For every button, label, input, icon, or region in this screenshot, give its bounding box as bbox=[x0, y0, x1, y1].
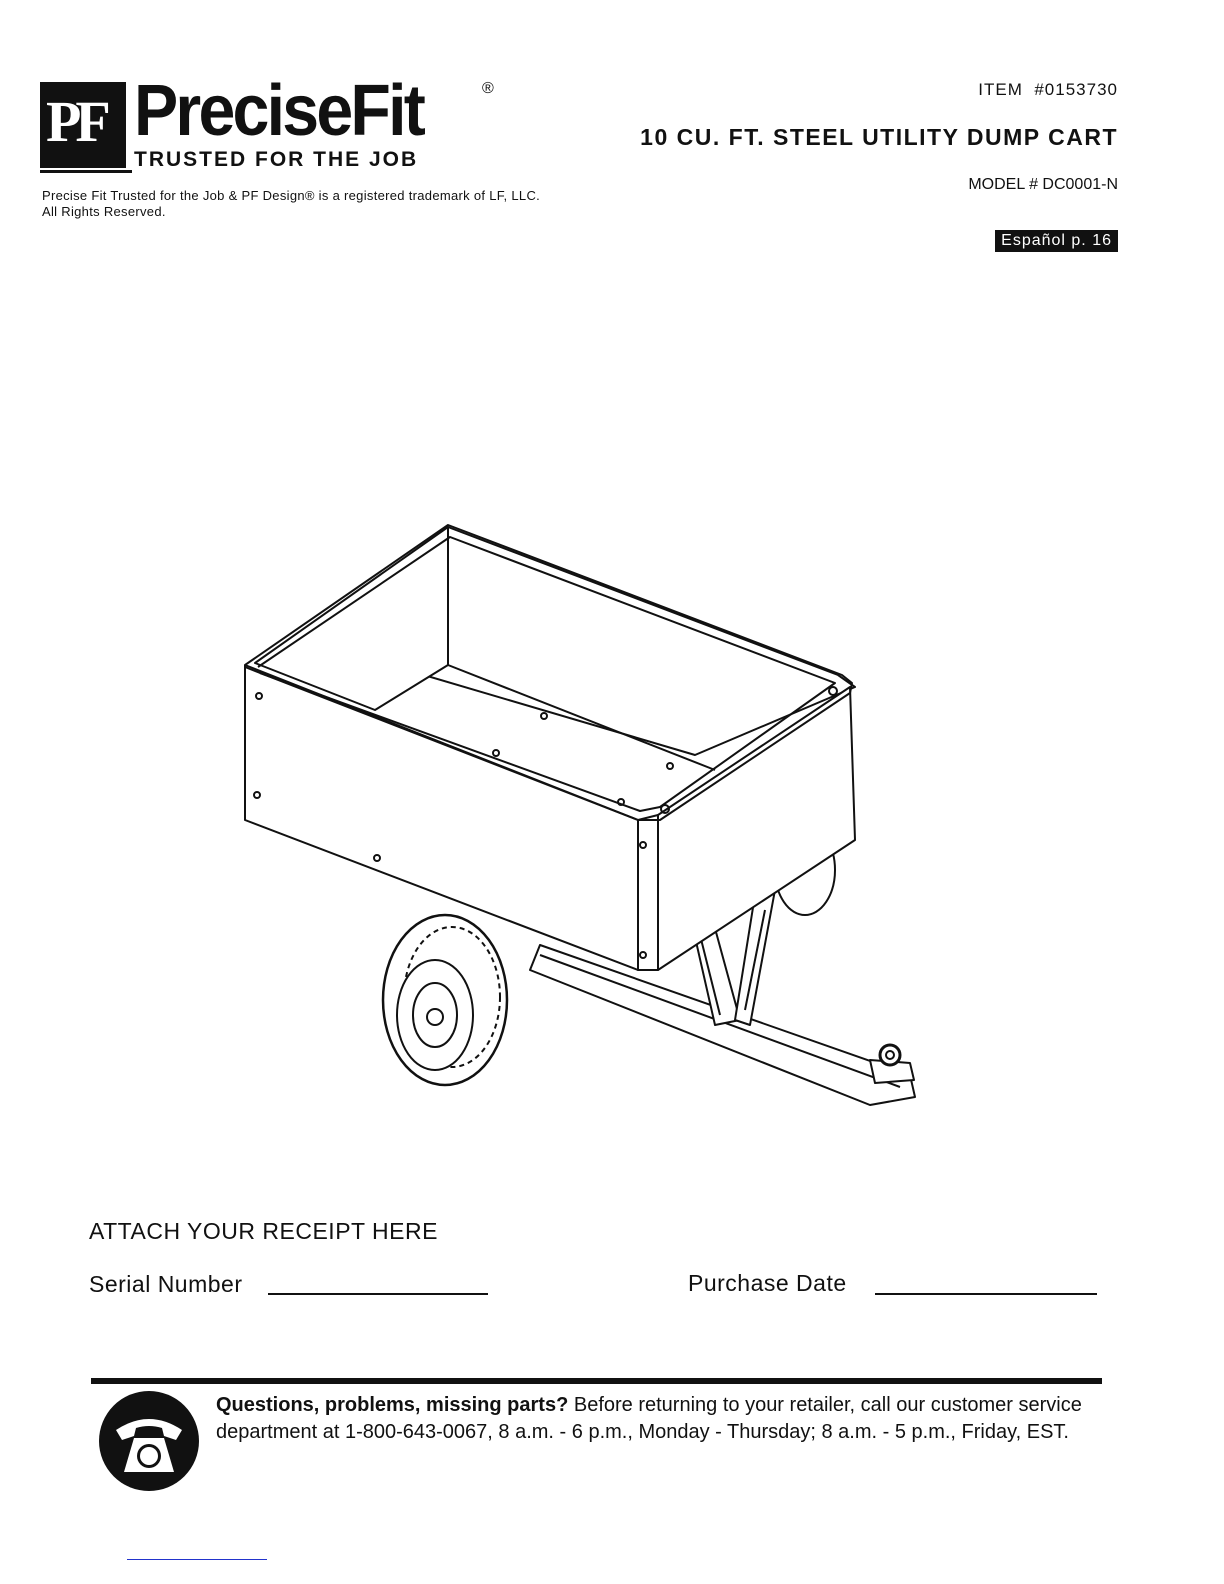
customer-service-notice bbox=[216, 1392, 1116, 1446]
brand-logo bbox=[40, 71, 510, 173]
serial-number-label: Serial Number bbox=[89, 1271, 243, 1297]
contact-text: Before returning to your retailer, call our customer service department at 1-800-643-0067, 8 a.m. - 6 p.m., Monday - Thursday; 8 a.m. - 5 p.m., Friday, EST. bbox=[216, 1394, 1082, 1443]
trademark-line-2: All Rights Reserved. bbox=[42, 204, 166, 219]
trademark-notice bbox=[42, 188, 540, 220]
trademark-line-1: Precise Fit Trusted for the Job & PF Design® is a registered trademark of LF, LLC. bbox=[42, 188, 541, 203]
logo-mark-text: PF bbox=[46, 89, 105, 154]
front-wheel bbox=[383, 915, 507, 1085]
purchase-date-label: Purchase Date bbox=[688, 1270, 847, 1296]
pf-logo-mark bbox=[40, 82, 126, 168]
registered-mark: ® bbox=[482, 80, 494, 97]
item-number: ITEM #0153730 bbox=[978, 80, 1118, 99]
brand-name: PreciseFit bbox=[134, 71, 424, 151]
product-title: 10 CU. FT. STEEL UTILITY DUMP CART bbox=[640, 124, 1118, 150]
dump-cart-illustration bbox=[230, 515, 930, 1115]
footer-rule bbox=[127, 1559, 267, 1560]
model-number: MODEL # DC0001-N bbox=[968, 176, 1118, 193]
attach-receipt-label: ATTACH YOUR RECEIPT HERE bbox=[89, 1218, 438, 1244]
brand-tagline: TRUSTED FOR THE JOB bbox=[134, 148, 419, 171]
telephone-icon bbox=[98, 1390, 200, 1492]
purchase-date-field[interactable] bbox=[875, 1293, 1097, 1295]
logo-underline bbox=[40, 170, 132, 173]
serial-number-field[interactable] bbox=[268, 1293, 488, 1295]
spanish-section-link[interactable]: Español p. 16 bbox=[995, 230, 1118, 252]
section-divider bbox=[91, 1378, 1102, 1384]
contact-lead: Questions, problems, missing parts? bbox=[216, 1394, 569, 1416]
